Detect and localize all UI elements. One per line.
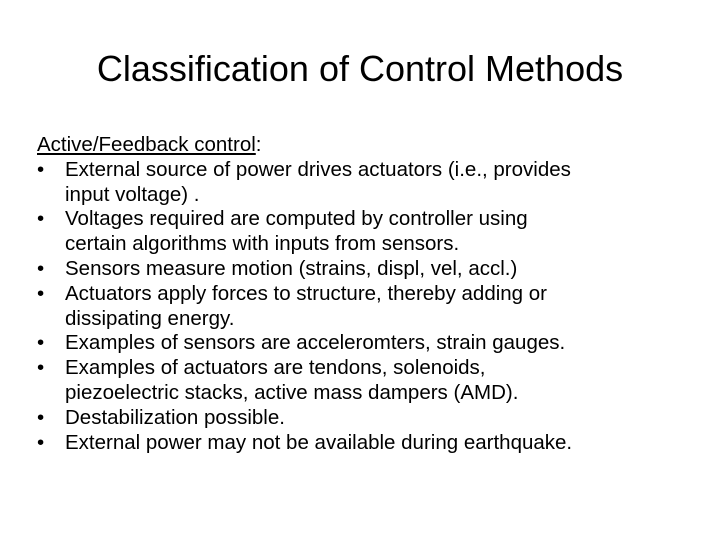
section-heading-colon: : — [255, 133, 262, 156]
list-item-text: piezoelectric stacks, active mass dampers (AMD). — [65, 380, 519, 404]
list-item — [37, 257, 697, 282]
slide-body — [37, 133, 697, 455]
list-item-text: input voltage) . — [65, 182, 200, 206]
list-item — [37, 207, 697, 257]
section-heading — [37, 133, 697, 158]
bullet-list — [37, 158, 697, 456]
bullet-icon: • — [37, 331, 45, 355]
list-item-text: Examples of sensors are acceleromters, strain gauges. — [65, 331, 566, 355]
list-item — [37, 158, 697, 208]
list-item-text: dissipating energy. — [65, 306, 235, 330]
list-item-text: Examples of actuators are tendons, solenoids, — [65, 356, 486, 380]
list-item — [37, 282, 697, 332]
list-item-text: Destabilization possible. — [65, 405, 285, 429]
bullet-icon: • — [37, 207, 45, 231]
bullet-icon: • — [37, 256, 45, 280]
list-item-text: External power may not be available during earthquake. — [65, 430, 573, 454]
list-item-text: Actuators apply forces to structure, thereby adding or — [65, 281, 548, 305]
bullet-icon: • — [37, 356, 45, 380]
bullet-icon: • — [37, 157, 45, 181]
slide-title: Classification of Control Methods — [96, 48, 624, 89]
list-item-text: certain algorithms with inputs from sensors. — [65, 232, 460, 256]
list-item-text: Voltages required are computed by controller using — [65, 207, 528, 231]
bullet-icon: • — [37, 281, 45, 305]
list-item — [37, 406, 697, 431]
list-item-text: External source of power drives actuators (i.e., provides — [65, 157, 571, 181]
list-item — [37, 331, 697, 356]
section-heading-label: Active/Feedback control — [37, 133, 256, 156]
list-item — [37, 431, 697, 456]
bullet-icon: • — [37, 430, 45, 454]
list-item — [37, 356, 697, 406]
bullet-icon: • — [37, 405, 45, 429]
list-item-text: Sensors measure motion (strains, displ, vel, accl.) — [65, 256, 518, 280]
